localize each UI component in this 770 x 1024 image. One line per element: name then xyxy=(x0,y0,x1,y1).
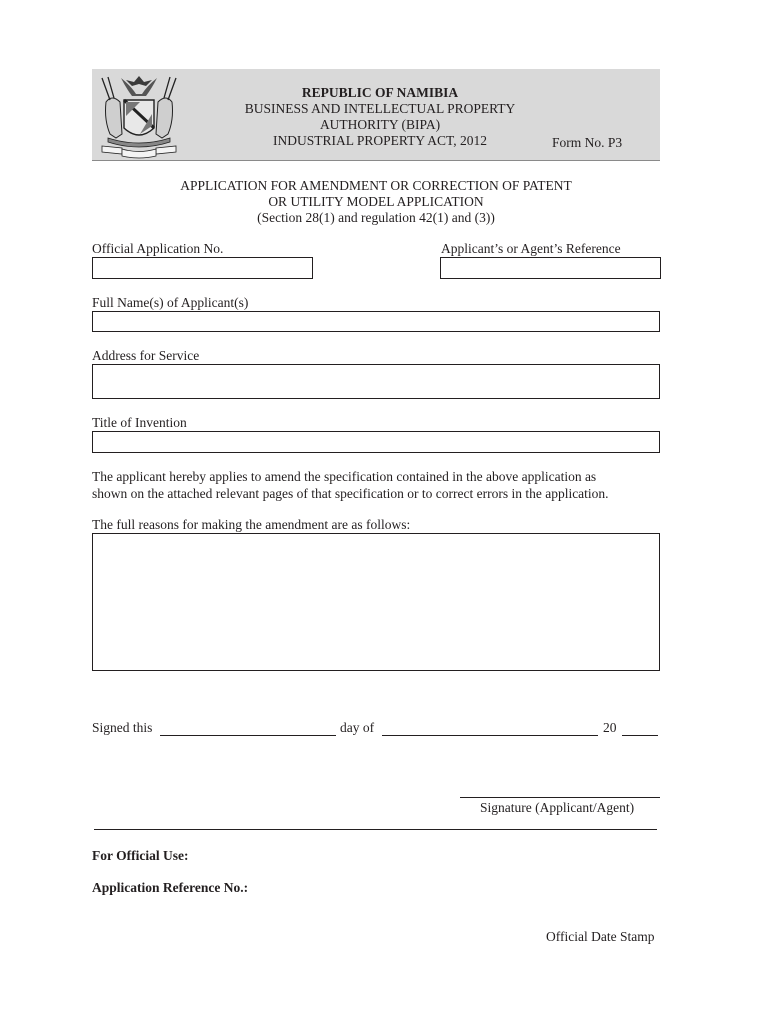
year-prefix: 20 xyxy=(603,720,617,735)
statement-line2: shown on the attached relevant pages of that specification or to correct errors in the application. xyxy=(92,486,609,501)
official-divider xyxy=(94,829,657,830)
month-blank[interactable] xyxy=(382,735,598,736)
coat-of-arms-icon xyxy=(96,72,182,160)
signed-this-label: Signed this xyxy=(92,720,153,735)
statement-line1: The applicant hereby applies to amend the specification contained in the above application as xyxy=(92,469,597,484)
day-of-label: day of xyxy=(340,720,375,735)
form-number: Form No. P3 xyxy=(552,135,623,150)
address-field[interactable] xyxy=(92,364,660,399)
signature-caption: Signature (Applicant/Agent) xyxy=(480,800,635,815)
signature-line[interactable] xyxy=(460,797,660,798)
official-app-no-label: Official Application No. xyxy=(92,241,224,256)
signed-day-blank[interactable] xyxy=(160,735,336,736)
app-ref-no-label: Application Reference No.: xyxy=(92,880,249,895)
agent-reference-label: Applicant’s or Agent’s Reference xyxy=(441,241,621,256)
reasons-label: The full reasons for making the amendment are as follows: xyxy=(92,517,411,532)
address-label: Address for Service xyxy=(92,348,200,363)
official-use-heading: For Official Use: xyxy=(92,848,189,863)
official-app-no-field[interactable] xyxy=(92,257,313,279)
invention-title-label: Title of Invention xyxy=(92,415,187,430)
form-title-line2: OR UTILITY MODEL APPLICATION xyxy=(268,194,484,209)
form-title-line1: APPLICATION FOR AMENDMENT OR CORRECTION OF PATENT xyxy=(180,178,572,193)
date-stamp-label: Official Date Stamp xyxy=(546,929,655,944)
header-authority: BUSINESS AND INTELLECTUAL PROPERTY xyxy=(244,101,516,116)
full-names-field[interactable] xyxy=(92,311,660,332)
full-names-label: Full Name(s) of Applicant(s) xyxy=(92,295,249,310)
header-act: INDUSTRIAL PROPERTY ACT, 2012 xyxy=(273,133,487,148)
year-blank[interactable] xyxy=(622,735,658,736)
form-title-section: (Section 28(1) and regulation 42(1) and (3)) xyxy=(257,210,495,225)
invention-title-field[interactable] xyxy=(92,431,660,453)
header-republic: REPUBLIC OF NAMIBIA xyxy=(301,85,459,100)
header-bipa: AUTHORITY (BIPA) xyxy=(319,117,441,132)
agent-reference-field[interactable] xyxy=(440,257,661,279)
reasons-field[interactable] xyxy=(92,533,660,671)
